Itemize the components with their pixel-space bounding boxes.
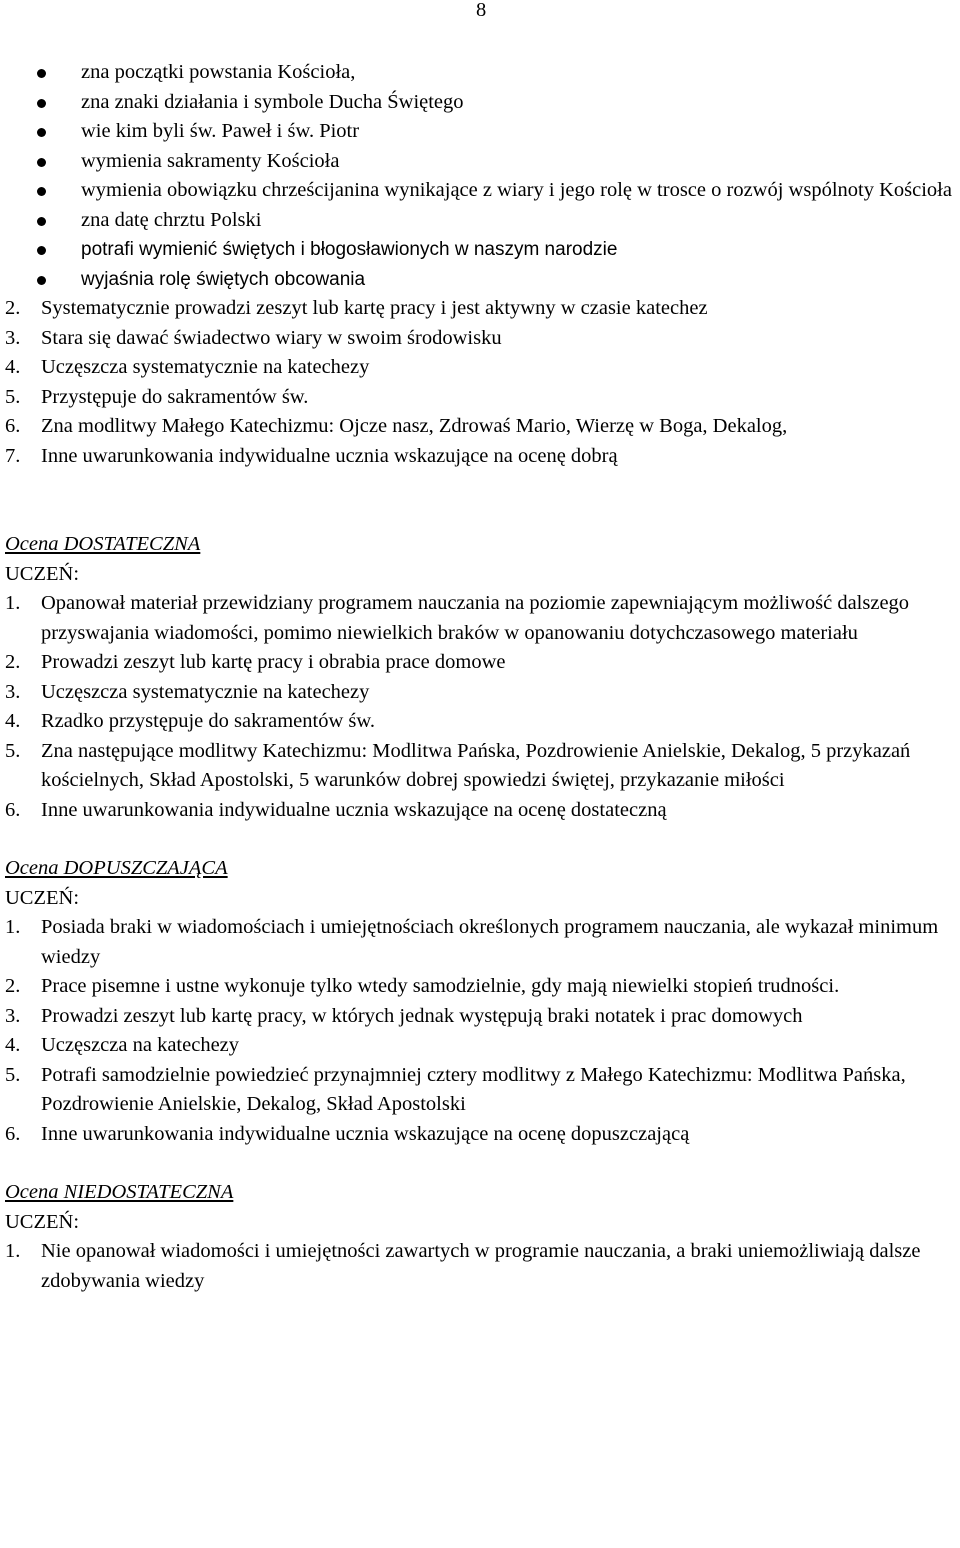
- item-number: 3.: [5, 326, 21, 349]
- item-text: Zna modlitwy Małego Katechizmu: Ojcze nasz, Zdrowaś Mario, Wierzę w Boga, Dekalog,: [41, 415, 788, 437]
- list-item: [5, 412, 960, 442]
- item-number: 1.: [5, 916, 21, 938]
- item-text: Uczęszcza systematycznie na katechezy: [41, 680, 370, 703]
- list-item: [5, 737, 960, 796]
- list-item: [5, 324, 960, 354]
- numbered-list: [5, 1237, 960, 1296]
- section-heading: Ocena DOPUSZCZAJĄCA: [5, 857, 228, 879]
- item-number: 3.: [5, 680, 21, 703]
- list-item: [5, 383, 960, 413]
- item-number: 4.: [5, 356, 21, 378]
- item-text: Prowadzi zeszyt lub kartę pracy, w których jednak występują braki notatek i prac domowych: [41, 1004, 803, 1027]
- item-number: 2.: [5, 651, 21, 673]
- list-item: [5, 1120, 960, 1150]
- numbered-list-good: [5, 294, 960, 471]
- item-text: Inne uwarunkowania indywidualne ucznia wskazujące na ocenę dopuszczającą: [41, 1122, 690, 1145]
- list-item: [5, 294, 960, 324]
- document-body: [5, 58, 960, 1296]
- item-text: Posiada braki w wiadomościach i umiejętnościach określonych programem nauczania, ale wykazał minimum wiedzy: [41, 916, 939, 968]
- item-number: 5.: [5, 1063, 21, 1086]
- list-item: [5, 648, 960, 678]
- numbered-list: [5, 589, 960, 825]
- item-text: Prowadzi zeszyt lub kartę pracy i obrabia prace domowe: [41, 651, 506, 673]
- item-text: Przystępuje do sakramentów św.: [41, 385, 309, 408]
- bullet-item: zna znaki działania i symbole Ducha Świętego: [5, 88, 960, 118]
- item-text: Prace pisemne i ustne wykonuje tylko wtedy samodzielnie, gdy mają niewielki stopień trudności.: [41, 975, 840, 997]
- section-heading: Ocena NIEDOSTATECZNA: [5, 1181, 234, 1203]
- section-label: UCZEŃ:: [5, 1210, 80, 1233]
- section-heading: Ocena DOSTATECZNA: [5, 533, 201, 555]
- item-number: 6.: [5, 1122, 21, 1145]
- list-item: [5, 678, 960, 708]
- item-number: 3.: [5, 1004, 21, 1027]
- list-item: [5, 796, 960, 826]
- list-item: [5, 1061, 960, 1120]
- item-text: Stara się dawać świadectwo wiary w swoim środowisku: [41, 326, 502, 349]
- item-number: 4.: [5, 710, 21, 732]
- item-text: Opanował materiał przewidziany programem nauczania na poziomie zapewniającym możliwość dalszego przyswajania wiadomości, pomimo niewielkich braków w opanowaniu dotychczasowego materiału: [41, 592, 910, 644]
- list-item: [5, 707, 960, 737]
- item-text: Inne uwarunkowania indywidualne ucznia wskazujące na ocenę dobrą: [41, 444, 618, 467]
- item-text: Uczęszcza na katechezy: [41, 1034, 240, 1056]
- numbered-list: [5, 913, 960, 1149]
- item-number: 5.: [5, 739, 21, 762]
- section-dostateczna: [5, 530, 960, 825]
- bullet-item: zna datę chrztu Polski: [5, 206, 960, 236]
- bullet-list: [5, 58, 960, 294]
- bullet-item: potrafi wymienić świętych i błogosławionych w naszym narodzie: [5, 235, 960, 265]
- item-number: 2.: [5, 297, 21, 319]
- list-item: [5, 589, 960, 648]
- item-number: 2.: [5, 975, 21, 997]
- list-item: [5, 972, 960, 1002]
- item-text: Systematycznie prowadzi zeszyt lub kartę pracy i jest aktywny w czasie katechez: [41, 297, 708, 319]
- item-text: Rzadko przystępuje do sakramentów św.: [41, 710, 375, 732]
- bullet-item: wie kim byli św. Paweł i św. Piotr: [5, 117, 960, 147]
- item-number: 5.: [5, 385, 21, 408]
- section-label: UCZEŃ:: [5, 886, 80, 909]
- bullet-item: wymienia obowiązku chrześcijanina wynikające z wiary i jego rolę w trosce o rozwój wspólnoty Kościoła: [5, 176, 960, 206]
- item-text: Zna następujące modlitwy Katechizmu: Modlitwa Pańska, Pozdrowienie Anielskie, Dekalog, 5 przykazań kościelnych, Skład Apostolski, 5 warunków dobrej spowiedzi świętej, przykazanie miłości: [41, 739, 911, 791]
- item-number: 7.: [5, 444, 21, 467]
- item-text: Inne uwarunkowania indywidualne ucznia wskazujące na ocenę dostateczną: [41, 798, 667, 821]
- item-number: 4.: [5, 1034, 21, 1056]
- item-number: 6.: [5, 798, 21, 821]
- item-number: 1.: [5, 1240, 21, 1262]
- bullet-item: wymienia sakramenty Kościoła: [5, 147, 960, 177]
- list-item: [5, 353, 960, 383]
- item-number: 6.: [5, 415, 21, 437]
- section-dopuszczajaca: [5, 854, 960, 1149]
- page-number: 8: [476, 0, 487, 21]
- list-item: [5, 1002, 960, 1032]
- item-text: Uczęszcza systematycznie na katechezy: [41, 356, 370, 378]
- item-text: Potrafi samodzielnie powiedzieć przynajmniej cztery modlitwy z Małego Katechizmu: Modlitwa Pańska, Pozdrowienie Anielskie, Dekalog, Skład Apostolski: [41, 1063, 906, 1115]
- section-niedostateczna: [5, 1178, 960, 1296]
- list-item: [5, 913, 960, 972]
- list-item: [5, 1031, 960, 1061]
- list-item: [5, 442, 960, 472]
- bullet-item: zna początki powstania Kościoła,: [5, 58, 960, 88]
- item-number: 1.: [5, 592, 21, 614]
- item-text: Nie opanował wiadomości i umiejętności zawartych w programie nauczania, a braki uniemożliwiają dalsze zdobywania wiedzy: [41, 1240, 921, 1292]
- section-label: UCZEŃ:: [5, 562, 80, 585]
- list-item: [5, 1237, 960, 1296]
- bullet-item: wyjaśnia rolę świętych obcowania: [5, 265, 960, 295]
